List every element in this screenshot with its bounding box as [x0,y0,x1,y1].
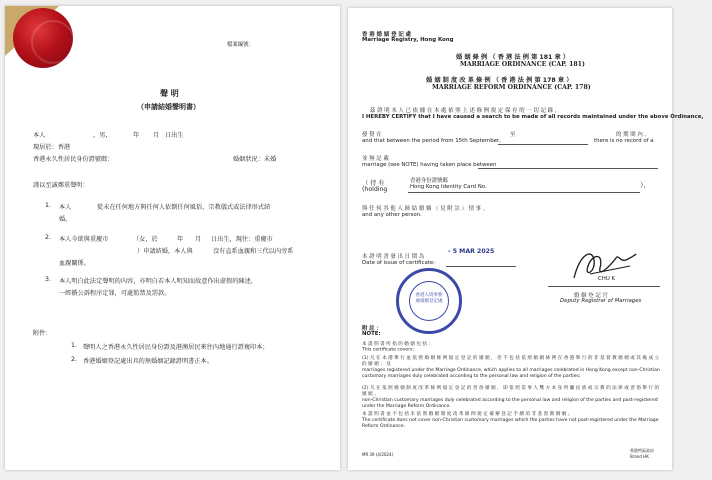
ordinance-178-cn: 婚 姻 制 度 改 革 條 例 （ 香 港 法 例 第 178 章 ） [426,77,573,84]
item-3-text-2: 一經循公訴程序定罪，可處監禁及罰款。 [59,290,171,297]
item-2-text-8: 血親關係。 [59,260,90,267]
declarant-sex: ，男， [93,132,112,139]
note-3-en: The certificate does not cover non-Christian customary marriages which the parties have not post-registered under the Marriage Reform Ordinance. [362,418,659,429]
note-2-cn: (2) 凡 在 依 照 婚 姻 制 度 改 革 條 例 規 定 登 記 的 習 俗 婚 姻 ， 即 依 照 當 事 人 雙 方 本 身 所 屬 民 族 或 宗 教 的 法 律 或 習 俗 舉 行 的 婚 姻 。 [362,386,660,397]
party-name-line [478,168,658,169]
other-person-en: and any other person. [362,212,422,218]
brand-hk-en: Brand HK [630,454,649,459]
item-1-text-2: 從未在任何地方與任何人依倒任何風俗、宗教儀式或法律形式結 [97,204,271,211]
other-person-cn: 與 任 何 其 他 人 締 結 婚 姻 （ 見 附 註 ） 情 事 。 [362,206,489,212]
item-3-num: 3. [45,276,51,283]
certify-en: I HEREBY CERTIFY that I have caused a search to be made of all records maintained under the above Ordinance, [362,114,704,120]
registry-stamp-icon [396,268,462,334]
note-en: NOTE: [362,331,381,337]
holding-cn: （ 持 有 [362,180,385,187]
item-2-text-2: （女，於 [133,236,158,243]
holding-en: (holding [362,186,388,193]
hkid-line [408,192,640,193]
item-3-text: 本人明白此法定聲明的內容，亦明白若本人明知而故意作出虛假的陳述， [59,278,257,285]
item-2-text-6: ）申請結婚，本人與 [137,248,193,255]
item-1-text: 本人 [59,204,72,211]
doc-title: 聲 明 [160,89,179,98]
attachment-1-num: 1. [71,342,77,349]
item-1-text-3: 婚。 [59,216,72,223]
holding-id-cn: 香港身份證號碼 [410,178,448,184]
marriage-en: marriage (see NOTE) having taken place between [362,162,497,168]
item-2-text: 本人今欲與重慶市 [59,236,109,243]
form-number: MR 39 (4/2024) [362,452,394,457]
dob-day-label: 日出生 [165,132,184,139]
issue-date-stamp: - 5 MAR 2025 [448,248,495,255]
note-2 [362,386,662,410]
period-cn-b: 至 [510,132,516,138]
signer-title-en: Deputy Registrar of Marriages [560,298,642,304]
doc-subtitle: （申請結婚聲明書） [137,103,200,111]
brand-hk-cn: 香港特區政府 [630,448,654,453]
note-intro-cn: 本 證 明 書 所 指 的 婚 姻 包 括 ： [362,341,434,347]
declarant-name-label: 本人 [33,132,46,139]
attachment-2-text: 香港婚姻登記處出具的無婚姻記錄證明書正本。 [83,358,213,365]
close-paren: ）， [640,181,651,189]
registry-header-cn: 香 港 婚 姻 登 記 處 [362,32,411,38]
declaration-page [5,6,340,470]
declaration-intro: 謹以至誠鄭重聲明： [33,182,89,189]
item-2-text-3: 年 [177,236,184,243]
item-2-text-5: 日出生，現住：重慶市 [211,236,273,243]
item-2-text-7: 沒有直系血親和三代以內旁系 [213,248,294,255]
stamp-text: 香港入境事務處婚姻登記處 [415,293,443,304]
note-3 [362,412,662,430]
issue-date-line [446,266,516,267]
file-number-label: 檔案編號： [227,42,254,48]
attachment-2-num: 2. [71,356,77,363]
note-intro-en: This certificate covers: [362,347,415,353]
residence: 現居於：香港 [33,144,71,151]
period-en-a: and that between the period from 15th September, [362,138,501,144]
note-1 [362,356,662,380]
note-1-cn: (1) 凡 在 本 港 舉 行 並 依 照 婚 姻 條 例 規 定 登 記 的 婚 姻 ， 但 不 包 括 依 照 婚 姻 條 例 在 香 港 舉 行 的 非 基 督 教 婚 姻 或 其 後 成 立 的 婚 姻 ； 及 [362,356,660,367]
hkid-label: 香港永久性居民身份證號碼： [33,156,114,163]
marriage-cn: 並 無 記 載 [362,156,389,162]
period-cn-c: 的 期 間 內 ， [616,132,650,138]
note-3-cn: 本 證 明 書 並 不 包 括 未 依 照 婚 姻 制 度 改 革 條 例 規 定 補 辦 登 記 手 續 的 非 基 督 教 婚 姻 。 [362,412,573,417]
period-en-b: there is no record of a [594,138,654,144]
certify-cn: 茲 證 明 本 人 已 依 據 在 本 處 依 照 上 述 條 例 規 定 保 存 的 一 切 記 錄 ， [370,108,561,114]
attachment-1-text: 聲明人之香港永久性居民身份證及港澳居民來往內地通行證複印本； [83,344,269,351]
dob-year-label: 年 [133,132,140,139]
certificate-page [348,8,704,470]
ordinance-178-en: MARRIAGE REFORM ORDINANCE (CAP. 178) [432,84,591,91]
note-1-en: marriages registered under the Marriage Ordinance, which applies to all marriages celebrated in Hong Kong except non-Christian customary marriages duly celebrated according to the personal law and religion of the parties; [362,368,660,379]
note-2-en: non-Christian customary marriages duly celebrated according to the personal law and religion of the parties and post-registered under the Marriage Reform Ordinance. [362,398,658,409]
registry-header-en: Marriage Registry, Hong Kong [362,37,454,43]
issue-date-cn: 本 證 明 書 發 出 日 期 為 [362,254,425,260]
attachments-label: 附件： [33,330,52,337]
signer-name: CHU K [598,276,616,282]
marital-status: 婚姻狀況：未婚 [233,156,277,163]
item-1-num: 1. [45,202,51,209]
note-cn: 附 註 ： [362,326,382,332]
ordinance-181-cn: 婚 姻 條 例 （ 香 港 法 例 第 181 章 ） [456,54,570,61]
signature-line [548,286,660,287]
item-2-text-4: 月 [195,236,202,243]
dob-month-label: 月 [153,132,160,139]
issue-date-en: Date of issue of certificate: [362,260,435,266]
item-2-num: 2. [45,234,51,241]
red-wax-seal-icon [13,8,73,68]
signer-title-cn: 婚 姻 登 記 官 [574,293,608,299]
ordinance-181-en: MARRIAGE ORDINANCE (CAP. 181) [460,61,585,68]
period-end-line [498,144,588,145]
holding-id-en: Hong Kong Identity Card No. [410,184,487,190]
period-cn-a: 發 覺 在 [362,132,382,138]
